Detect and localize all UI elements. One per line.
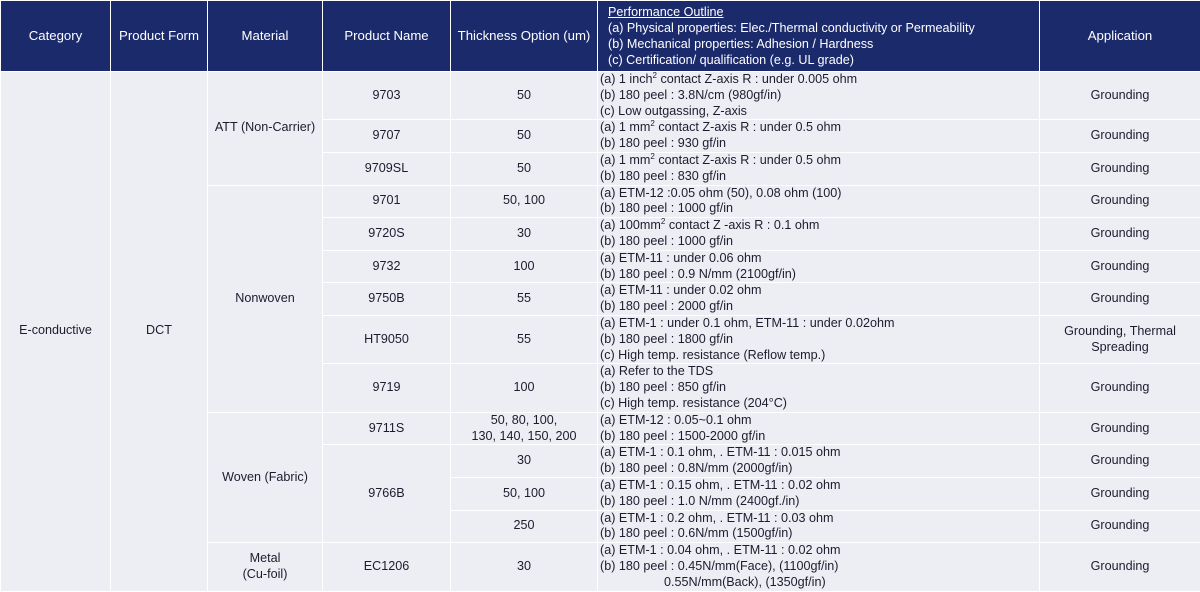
thickness-cell: 50, 100 xyxy=(451,185,598,218)
header-material: Material xyxy=(208,1,323,72)
header-application: Application xyxy=(1040,1,1200,72)
performance-line: (c) Low outgassing, Z-axis xyxy=(600,104,1037,120)
performance-line: (b) 180 peel : 1800 gf/in xyxy=(600,332,1037,348)
performance-cell xyxy=(598,250,1040,283)
thickness-cell: 50, 100 xyxy=(451,477,598,510)
performance-line: (b) 180 peel : 930 gf/in xyxy=(600,136,1037,152)
performance-cell xyxy=(598,120,1040,153)
header-category: Category xyxy=(1,1,111,72)
performance-line: (a) 1 $mm^2$ contact Z-axis R : under 0.5 ohm xyxy=(600,153,1037,169)
thickness-cell: 100 xyxy=(451,364,598,412)
performance-line: (b) 180 peel : 1500-2000 gf/in xyxy=(600,429,1037,445)
performance-line: (b) 180 peel : 1000 gf/in xyxy=(600,201,1037,217)
application-cell: Grounding xyxy=(1040,283,1200,316)
application-cell: Grounding xyxy=(1040,218,1200,251)
performance-line: (a) ETM-1 : 0.15 ohm, . ETM-11 : 0.02 ohm xyxy=(600,478,1037,494)
application-cell: Grounding xyxy=(1040,412,1200,445)
performance-line: (b) 180 peel : 850 gf/in xyxy=(600,380,1037,396)
product-name-cell: 9766B xyxy=(323,445,451,543)
thickness-cell: 55 xyxy=(451,315,598,363)
performance-line: (a) ETM-1 : 0.04 ohm, . ETM-11 : 0.02 ohm xyxy=(600,543,1037,559)
thickness-cell: 50 xyxy=(451,120,598,153)
application-cell: Grounding xyxy=(1040,185,1200,218)
performance-line: (b) 180 peel : 0.8N/mm (2000gf/in) xyxy=(600,461,1037,477)
performance-cell xyxy=(598,152,1040,185)
material-cell: Metal (Cu-foil) xyxy=(208,543,323,591)
performance-line: (c) High temp. resistance (204°C) xyxy=(600,396,1037,412)
performance-cell xyxy=(598,510,1040,543)
performance-line: (b) 180 peel : 0.9 N/mm (2100gf/in) xyxy=(600,267,1037,283)
thickness-cell: 30 xyxy=(451,543,598,591)
performance-cell xyxy=(598,445,1040,478)
application-cell: Grounding xyxy=(1040,250,1200,283)
product-form-cell: DCT xyxy=(111,72,208,592)
performance-line: (a) ETM-12 :0.05 ohm (50), 0.08 ohm (100) xyxy=(600,186,1037,202)
product-name-cell: 9732 xyxy=(323,250,451,283)
header-performance-c: (c) Certification/ qualification (e.g. UL grade) xyxy=(608,52,1036,68)
performance-line: (a) ETM-1 : under 0.1 ohm, ETM-11 : under 0.02ohm xyxy=(600,316,1037,332)
performance-line: (a) ETM-1 : 0.2 ohm, . ETM-11 : 0.03 ohm xyxy=(600,511,1037,527)
thickness-cell: 55 xyxy=(451,283,598,316)
performance-line: (a) 1 inch$^2$ contact Z-axis R : under 0.005 ohm xyxy=(600,72,1037,88)
performance-line: (b) 180 peel : 1.0 N/mm (2400gf./in) xyxy=(600,494,1037,510)
product-name-cell: 9707 xyxy=(323,120,451,153)
table-row xyxy=(1,72,1200,120)
performance-line: (a) ETM-12 : 0.05~0.1 ohm xyxy=(600,413,1037,429)
performance-line: (a) ETM-11 : under 0.06 ohm xyxy=(600,251,1037,267)
application-cell: Grounding xyxy=(1040,152,1200,185)
product-name-cell: 9719 xyxy=(323,364,451,412)
performance-line: (b) 180 peel : 0.6N/mm (1500gf/in) xyxy=(600,526,1037,542)
performance-line: (a) ETM-1 : 0.1 ohm, . ETM-11 : 0.015 ohm xyxy=(600,445,1037,461)
application-cell: Grounding xyxy=(1040,364,1200,412)
product-name-cell: 9709SL xyxy=(323,152,451,185)
thickness-cell: 50, 80, 100, 130, 140, 150, 200 xyxy=(451,412,598,445)
product-name-cell: 9750B xyxy=(323,283,451,316)
header-performance xyxy=(598,1,1040,72)
application-cell: Grounding, Thermal Spreading xyxy=(1040,315,1200,363)
performance-line: (a) ETM-11 : under 0.02 ohm xyxy=(600,283,1037,299)
application-cell: Grounding xyxy=(1040,477,1200,510)
application-cell: Grounding xyxy=(1040,445,1200,478)
product-name-cell: HT9050 xyxy=(323,315,451,363)
performance-cell xyxy=(598,72,1040,120)
performance-cell xyxy=(598,364,1040,412)
header-performance-a: (a) Physical properties: Elec./Thermal conductivity or Permeability xyxy=(608,20,1036,36)
header-product-name: Product Name xyxy=(323,1,451,72)
thickness-cell: 50 xyxy=(451,72,598,120)
material-cell: ATT (Non-Carrier) xyxy=(208,72,323,186)
category-cell: E-conductive xyxy=(1,72,111,592)
thickness-cell: 250 xyxy=(451,510,598,543)
material-cell: Woven (Fabric) xyxy=(208,412,323,542)
header-performance-title: Performance Outline xyxy=(608,4,1036,20)
product-name-cell: 9703 xyxy=(323,72,451,120)
application-cell: Grounding xyxy=(1040,510,1200,543)
performance-cell xyxy=(598,185,1040,218)
performance-line: 0.55N/mm(Back), (1350gf/in) xyxy=(600,575,1037,591)
performance-cell xyxy=(598,218,1040,251)
product-name-cell: 9711S xyxy=(323,412,451,445)
thickness-cell: 30 xyxy=(451,445,598,478)
application-cell: Grounding xyxy=(1040,72,1200,120)
performance-line: (c) High temp. resistance (Reflow temp.) xyxy=(600,348,1037,364)
thickness-cell: 100 xyxy=(451,250,598,283)
application-cell: Grounding xyxy=(1040,120,1200,153)
performance-line: (a) $100mm^2$ contact Z -axis R : 0.1 ohm xyxy=(600,218,1037,234)
performance-line: (b) 180 peel : 830 gf/in xyxy=(600,169,1037,185)
performance-cell xyxy=(598,477,1040,510)
performance-cell xyxy=(598,315,1040,363)
performance-cell xyxy=(598,412,1040,445)
material-cell: Nonwoven xyxy=(208,185,323,412)
performance-line: (a) 1 $mm^2$ contact Z-axis R : under 0.5 ohm xyxy=(600,120,1037,136)
application-cell: Grounding xyxy=(1040,543,1200,591)
product-name-cell: 9720S xyxy=(323,218,451,251)
performance-cell xyxy=(598,283,1040,316)
performance-line: (b) 180 peel : 1000 gf/in xyxy=(600,234,1037,250)
header-product-form: Product Form xyxy=(111,1,208,72)
product-name-cell: 9701 xyxy=(323,185,451,218)
product-name-cell: EC1206 xyxy=(323,543,451,591)
performance-line: (b) 180 peel : 2000 gf/in xyxy=(600,299,1037,315)
performance-line: (a) Refer to the TDS xyxy=(600,364,1037,380)
header-performance-b: (b) Mechanical properties: Adhesion / Hardness xyxy=(608,36,1036,52)
header-thickness: Thickness Option (um) xyxy=(451,1,598,72)
performance-cell xyxy=(598,543,1040,591)
performance-line: (b) 180 peel : 3.8N/cm (980gf/in) xyxy=(600,88,1037,104)
thickness-cell: 30 xyxy=(451,218,598,251)
header-row xyxy=(1,1,1200,72)
thickness-cell: 50 xyxy=(451,152,598,185)
performance-line: (b) 180 peel : 0.45N/mm(Face), (1100gf/in) xyxy=(600,559,1037,575)
